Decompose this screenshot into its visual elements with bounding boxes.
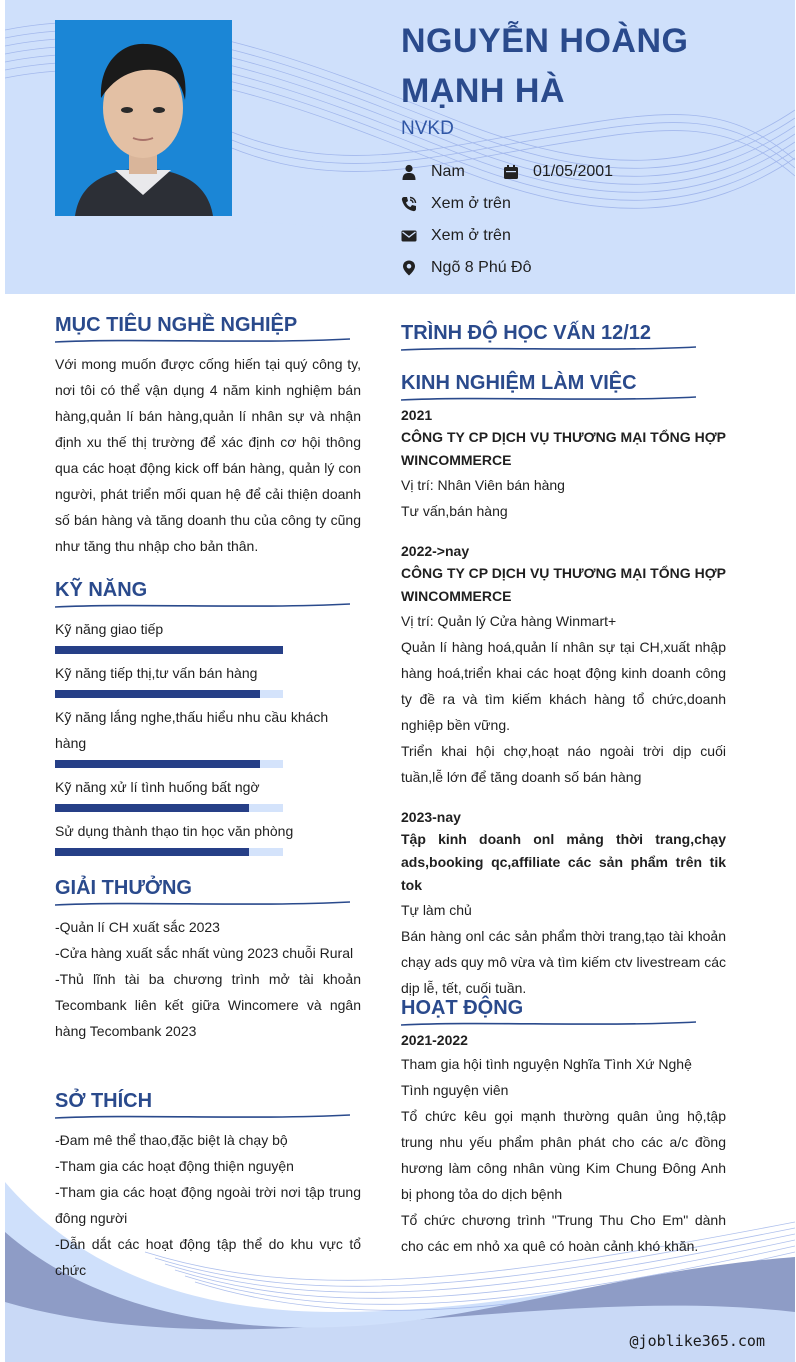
experience-line: Tư vấn,bán hàng [401, 503, 508, 519]
experience-item [401, 540, 726, 790]
user-icon [401, 164, 417, 180]
hobby-item: -Tham gia các hoạt động ngoài trời nơi tập trung đông người [55, 1184, 361, 1226]
phone-icon [401, 196, 417, 212]
skill-bar-fill [55, 804, 249, 812]
cv-page [5, 0, 795, 1362]
skill-item [55, 616, 345, 654]
skill-label: Sử dụng thành thạo tin học văn phòng [55, 823, 294, 839]
skill-bar-fill [55, 760, 260, 768]
skill-item [55, 818, 345, 856]
activities-title: HOẠT ĐỘNG [401, 997, 524, 1019]
location-icon [401, 260, 417, 276]
candidate-position: NVKD [401, 118, 454, 139]
skill-bar-fill [55, 848, 249, 856]
gender-row [401, 160, 465, 184]
birthday-value: 01/05/2001 [533, 163, 614, 180]
activity-line: Tổ chức kêu gọi mạnh thường quân ủng hộ,tập trung nhu yếu phẩm phân phát cho các a/c đồng hương làm công nhân vùng Kim Chung Đông Anh bị phong tỏa do dịch bệnh [401, 1108, 726, 1202]
skill-bar-fill [55, 646, 283, 654]
hobbies-list [55, 1127, 361, 1283]
address-value: Ngõ 8 Phú Đô [431, 259, 532, 276]
skill-label: Kỹ năng giao tiếp [55, 621, 164, 637]
candidate-name: NGUYỄN HOÀNG MẠNH HÀ [401, 22, 689, 110]
skill-bar-track [55, 760, 283, 768]
skill-label: Kỹ năng lắng nghe,thấu hiểu nhu cầu khách hàng [55, 709, 329, 751]
activity-line: Tổ chức chương trình "Trung Thu Cho Em" dành cho các em nhỏ xa quê có hoàn cảnh khó khăn. [401, 1212, 726, 1254]
activity-line: Tham gia hội tình nguyện Nghĩa Tình Xứ Nghệ [401, 1056, 692, 1072]
activity-year: 2021-2022 [401, 1032, 468, 1048]
address-row [401, 256, 532, 280]
experience-item [401, 806, 726, 1001]
experience-line: Tự làm chủ [401, 902, 472, 918]
activity-line: Tình nguyện viên [401, 1082, 509, 1098]
objective-underline [55, 335, 350, 345]
experience-title: KINH NGHIỆM LÀM VIỆC [401, 372, 637, 394]
gender-value: Nam [431, 163, 465, 180]
activities-underline [401, 1018, 696, 1028]
skill-label: Kỹ năng xử lí tình huống bất ngờ [55, 779, 260, 795]
activity-item [401, 1029, 726, 1259]
experience-year: 2023-nay [401, 809, 461, 825]
skill-label: Kỹ năng tiếp thị,tư vấn bán hàng [55, 665, 258, 681]
award-item: -Thủ lĩnh tài ba chương trình mở tài khoản Tecombank liên kết giữa Wincomere và ngân hàng Tecombank 2023 [55, 971, 361, 1039]
objective-text: Với mong muốn được cống hiến tại quý công ty, nơi tôi có thể vận dụng 4 năm kinh nghiệm bán hàng,quản lí bán hàng,quản lí nhân sự và nhận định xu thế thị trường để xác định cơ hội thông qua các hoạt động kick off bán hàng, quản lý con người, phát triển mối quan hệ để cải thiện doanh số bán hàng và tăng doanh thu của công ty cũng như tăng thu nhập cho bản thân. [55, 356, 361, 554]
phone-row [401, 192, 511, 216]
email-row [401, 224, 511, 248]
phone-value: Xem ở trên [431, 195, 511, 212]
experience-company: CÔNG TY CP DỊCH VỤ THƯƠNG MẠI TỔNG HỢP WINCOMMERCE [401, 429, 726, 468]
awards-title: GIẢI THƯỞNG [55, 877, 192, 899]
profile-photo [55, 20, 232, 216]
skills-underline [55, 600, 350, 610]
awards-underline [55, 898, 350, 908]
award-item: -Cửa hàng xuất sắc nhất vùng 2023 chuỗi Rural [55, 945, 354, 961]
experience-line: Vị trí: Quản lý Cửa hàng Winmart+ [401, 613, 617, 629]
experience-year: 2022->nay [401, 543, 470, 559]
birthday-row [503, 160, 613, 184]
experience-year: 2021 [401, 407, 433, 423]
education-underline [401, 343, 696, 353]
skill-item [55, 704, 345, 768]
award-item: -Quản lí CH xuất sắc 2023 [55, 919, 220, 935]
hobbies-title: SỞ THÍCH [55, 1090, 153, 1112]
experience-underline [401, 393, 696, 403]
skill-item [55, 660, 345, 698]
skill-bar-track [55, 804, 283, 812]
experience-line: Vị trí: Nhân Viên bán hàng [401, 477, 565, 493]
hobby-item: -Đam mê thể thao,đặc biệt là chạy bộ [55, 1132, 288, 1148]
hobbies-underline [55, 1111, 350, 1121]
experience-company: CÔNG TY CP DỊCH VỤ THƯƠNG MẠI TỔNG HỢP WINCOMMERCE [401, 565, 726, 604]
hobby-item: -Dẫn dắt các hoạt động tập thể do khu vực tổ chức [55, 1236, 361, 1278]
skill-bar-track [55, 690, 283, 698]
header [5, 0, 795, 294]
experience-company: Tập kinh doanh onl mảng thời trang,chạy ads,booking qc,affiliate các sản phẩm trên tik tok [401, 831, 726, 893]
watermark: @joblike365.com [629, 1332, 765, 1350]
skill-bar-track [55, 848, 283, 856]
experience-item [401, 404, 726, 524]
experience-line: Bán hàng onl các sản phẩm thời trang,tạo tài khoản chạy ads quy mô vừa và tìm kiếm ctv livestream các dịp lễ, tết, cuối tuần. [401, 928, 726, 996]
objective-title: MỤC TIÊU NGHỀ NGHIỆP [55, 314, 298, 336]
experience-line: Quản lí hàng hoá,quản lí nhân sự tại CH,xuất nhập hàng hoá,triển khai các hoạt động kinh doanh công ty đề ra và tìm kiếm khách hàng tổ chức,doanh nghiệp bền vững. [401, 639, 726, 733]
hobby-item: -Tham gia các hoạt động thiện nguyện [55, 1158, 294, 1174]
education-title: TRÌNH ĐỘ HỌC VẤN 12/12 [401, 322, 652, 344]
skill-bar-fill [55, 690, 260, 698]
skill-bar-track [55, 646, 283, 654]
calendar-icon [503, 164, 519, 180]
experience-line: Triển khai hội chợ,hoạt náo ngoài trời dịp cuối tuần,lễ lớn để tăng doanh số bán hàng [401, 743, 726, 785]
skill-item [55, 774, 345, 812]
email-icon [401, 228, 417, 244]
skills-title: KỸ NĂNG [55, 579, 148, 601]
awards-list [55, 914, 361, 1044]
email-value: Xem ở trên [431, 227, 511, 244]
